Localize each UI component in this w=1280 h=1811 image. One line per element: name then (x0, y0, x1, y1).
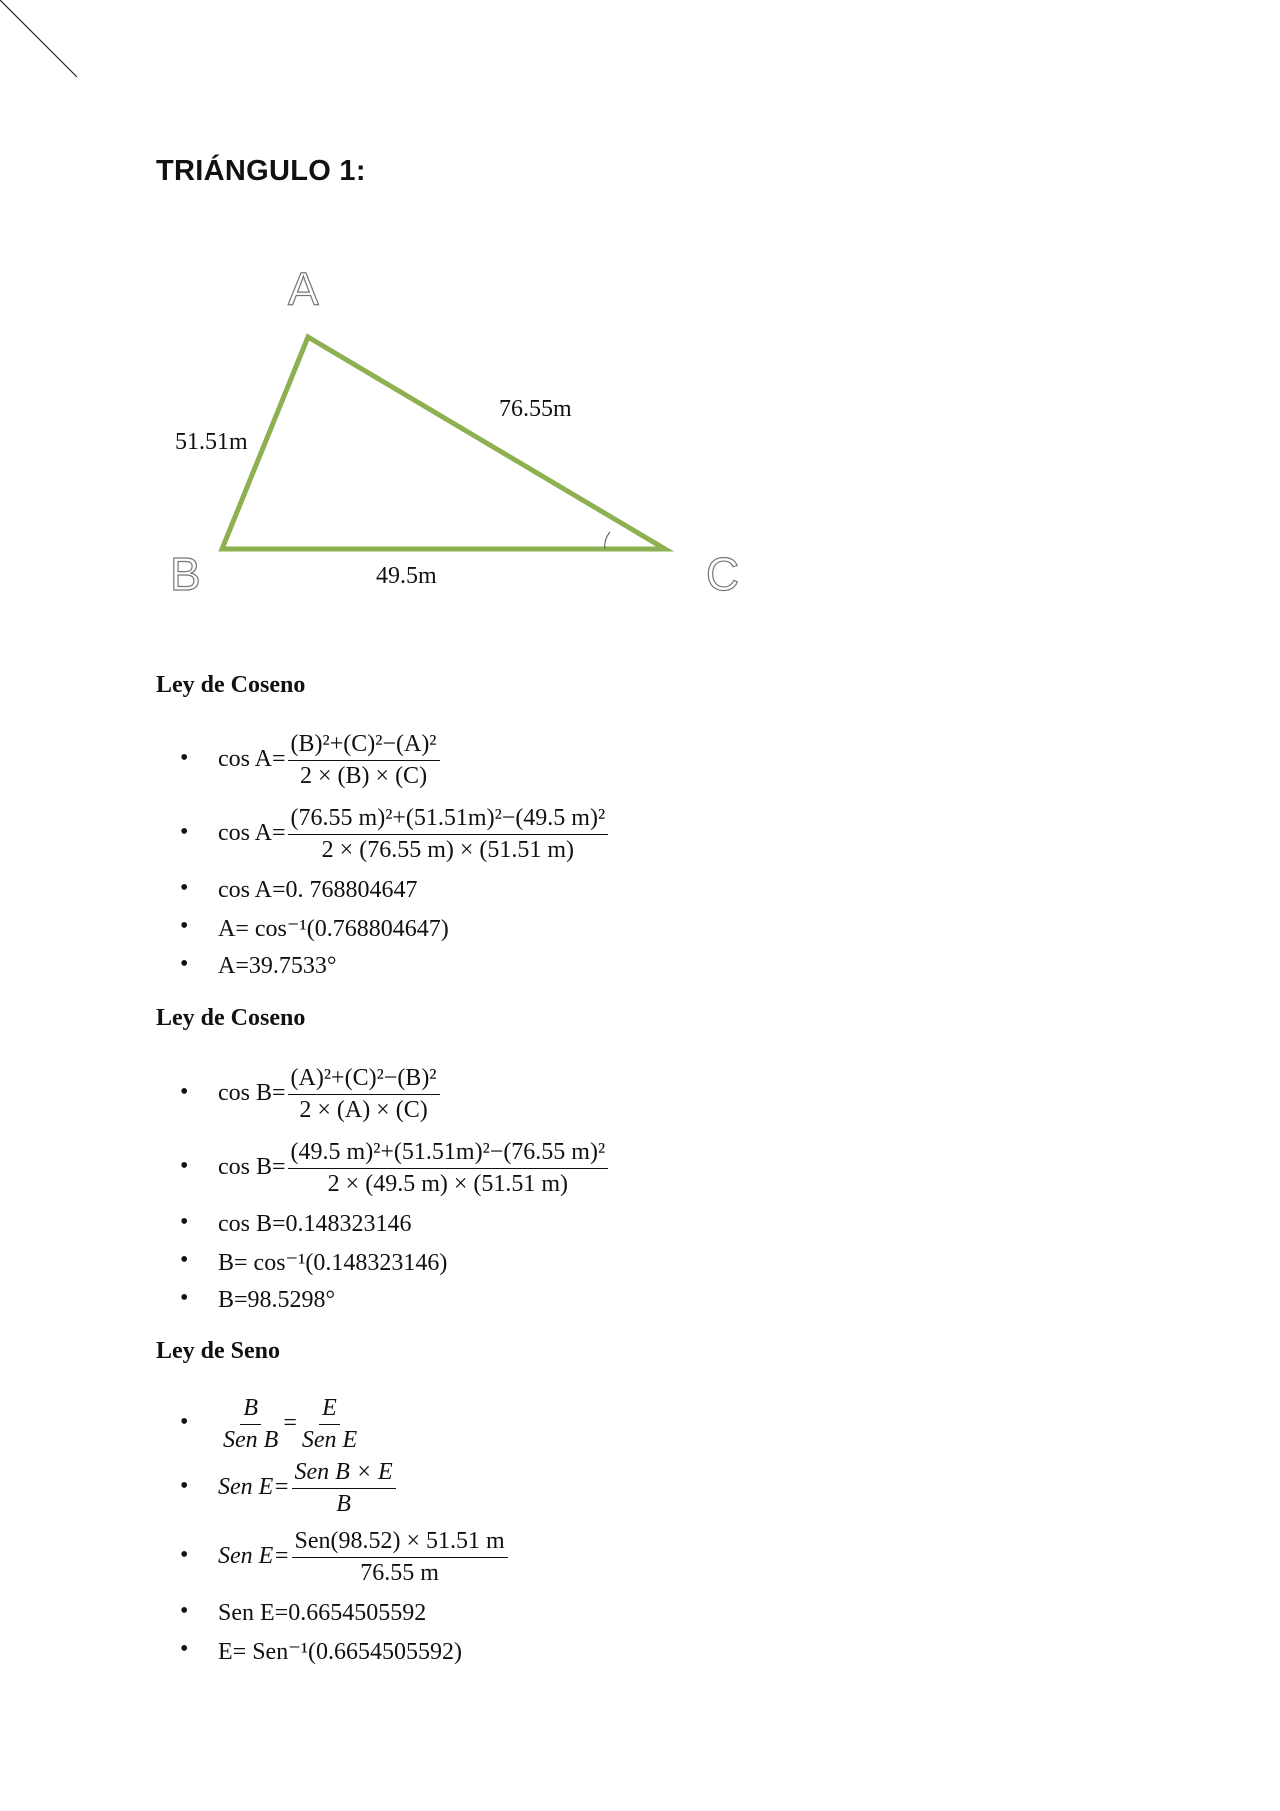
denominator: Sen E (301, 1426, 358, 1453)
equation-lhs: Sen E= (218, 1473, 290, 1500)
side-label-ac: 76.55m (499, 396, 572, 422)
section-heading-3: Ley de Seno (156, 1338, 281, 1364)
equation-item (180, 1057, 610, 1131)
vertex-label-c: C (706, 548, 740, 600)
denominator: 2 × (49.5 m) × (51.51 m) (327, 1170, 569, 1197)
side-label-ab: 51.51m (175, 429, 248, 455)
denominator: Sen B (223, 1426, 279, 1453)
triangle-diagram (0, 0, 800, 620)
equation-item (180, 1281, 610, 1319)
fraction (288, 1139, 609, 1198)
equation-item (180, 1205, 610, 1243)
equation-list-1 (180, 723, 610, 985)
denominator: 2 × (A) × (C) (299, 1096, 428, 1123)
equation-lhs: cos B= (218, 1079, 286, 1106)
equation-item (180, 1131, 610, 1205)
section-heading-2: Ley de Coseno (156, 1005, 306, 1031)
fraction (292, 1459, 396, 1518)
equation-text: • E= Sen⁻¹(0.6654505592) (218, 1638, 463, 1665)
equation-lhs: cos A= (218, 745, 286, 772)
equation-lhs: cos B= (218, 1153, 286, 1180)
equation-item (180, 1392, 510, 1456)
numerator: (76.55 m)²+(51.51m)²−(49.5 m)² (288, 805, 609, 835)
equation-text: • cos A=0. 768804647 (218, 876, 418, 903)
equation-lhs: Sen E= (218, 1542, 290, 1569)
equation-item (180, 797, 610, 871)
side-label-bc: 49.5m (376, 563, 437, 589)
fraction (299, 1395, 360, 1454)
equation-lhs: cos A= (218, 819, 286, 846)
equation-item (180, 1594, 510, 1632)
page-title: TRIÁNGULO 1: (156, 155, 366, 187)
fraction (288, 731, 440, 790)
angle-arc-c (605, 532, 610, 549)
equation-item (180, 909, 610, 947)
equation-item (180, 1243, 610, 1281)
denominator: 2 × (76.55 m) × (51.51 m) (321, 836, 575, 863)
denominator: B (336, 1490, 351, 1517)
numerator: • B (240, 1395, 261, 1425)
fraction (288, 805, 609, 864)
equation-item (180, 723, 610, 797)
equation-item (180, 871, 610, 909)
equation-list-3 (180, 1392, 510, 1670)
vertex-label-a: A (288, 263, 319, 315)
numerator: Sen B × E (292, 1459, 396, 1489)
fraction (288, 1065, 440, 1124)
equation-text: • A= cos⁻¹(0.768804647) (218, 915, 449, 942)
equation-text: • B= cos⁻¹(0.148323146) (218, 1249, 448, 1276)
numerator: (B)²+(C)²−(A)² (288, 731, 440, 761)
numerator: (49.5 m)²+(51.51m)²−(76.55 m)² (288, 1139, 609, 1169)
denominator: 76.55 m (360, 1559, 439, 1586)
fraction (292, 1528, 508, 1587)
equation-item (180, 1520, 510, 1594)
equals-sign: = (283, 1409, 297, 1436)
fraction (220, 1395, 281, 1454)
equation-item (180, 947, 610, 985)
equation-text: • A=39.7533° (218, 952, 337, 979)
section-heading-1: Ley de Coseno (156, 672, 306, 698)
numerator: Sen(98.52) × 51.51 m (292, 1528, 508, 1558)
triangle-shape (222, 337, 665, 549)
equation-item (180, 1632, 510, 1670)
numerator: E (319, 1395, 340, 1425)
numerator: (A)²+(C)²−(B)² (288, 1065, 440, 1095)
equation-text: • cos B=0.148323146 (218, 1210, 412, 1237)
denominator: 2 × (B) × (C) (300, 762, 428, 789)
vertex-label-b: B (170, 548, 201, 600)
equation-text: • Sen E=0.6654505592 (218, 1599, 427, 1626)
equation-text: • B=98.5298° (218, 1286, 336, 1313)
equation-list-2 (180, 1057, 610, 1319)
equation-item (180, 1456, 510, 1520)
